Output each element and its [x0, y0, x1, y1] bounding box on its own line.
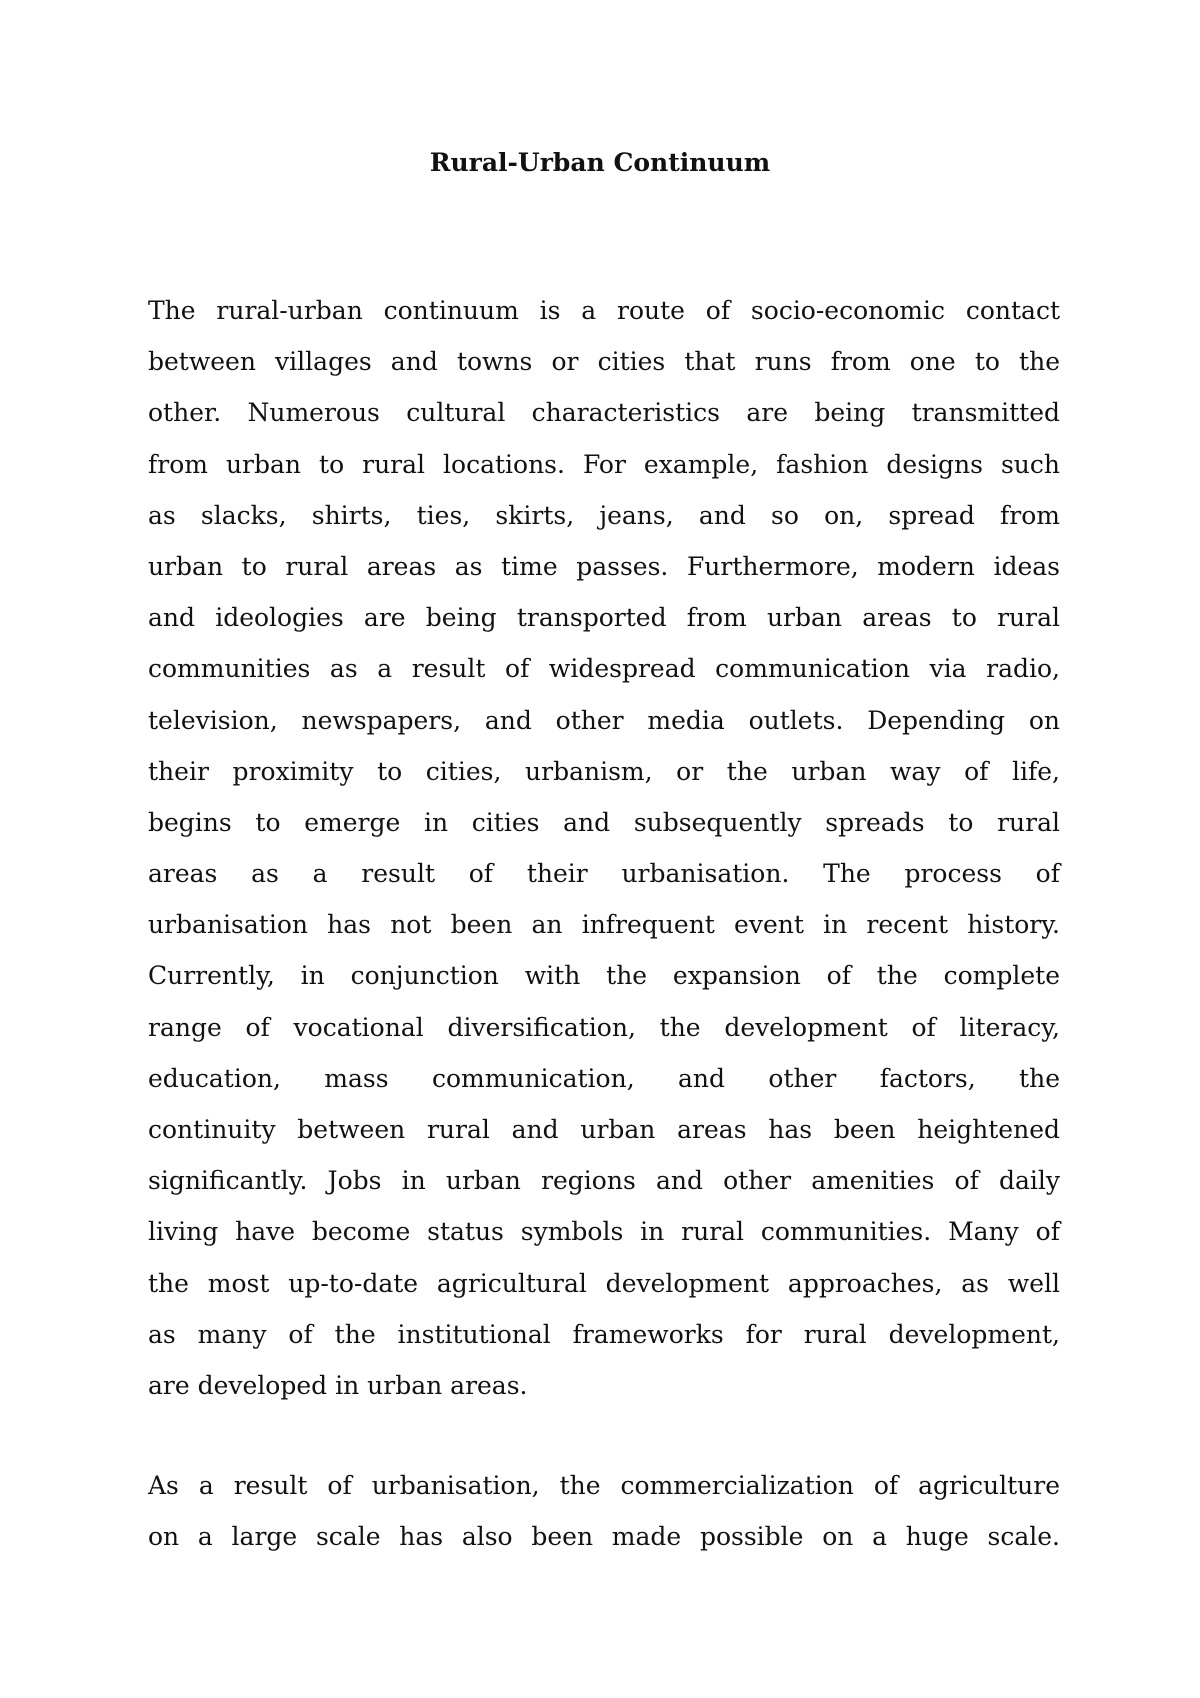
text-line: living have become status symbols in rural communities. Many of — [148, 1217, 1060, 1247]
text-line: and ideologies are being transported from urban areas to rural — [148, 603, 1060, 633]
text-line: from urban to rural locations. For example, fashion designs such — [148, 449, 1060, 479]
text-line: education, mass communication, and other factors, the — [148, 1063, 1060, 1093]
text-line: urbanisation has not been an infrequent event in recent history. — [148, 910, 1060, 940]
text-line: begins to emerge in cities and subsequently spreads to rural — [148, 807, 1060, 837]
text-line: range of vocational diversification, the development of literacy, — [148, 1012, 1060, 1042]
text-line: on a large scale has also been made possible on a huge scale. — [148, 1522, 1060, 1552]
document-title: Rural-Urban Continuum — [429, 148, 771, 177]
text-line: the most up-to-date agricultural development approaches, as well — [148, 1268, 1060, 1298]
text-line: areas as a result of their urbanisation. The process of — [148, 859, 1060, 889]
text-line: continuity between rural and urban areas has been heightened — [148, 1115, 1060, 1144]
text-line: are developed in urban areas. — [148, 1370, 528, 1400]
text-line: The rural-urban continuum is a route of socio-economic contact — [148, 296, 1060, 325]
text-line: television, newspapers, and other media outlets. Depending on — [148, 705, 1060, 735]
text-line: as slacks, shirts, ties, skirts, jeans, and so on, spread from — [148, 500, 1060, 530]
text-line: Currently, in conjunction with the expansion of the complete — [148, 961, 1060, 991]
text-line: as many of the institutional frameworks for rural development, — [148, 1319, 1060, 1349]
text-line: urban to rural areas as time passes. Furthermore, modern ideas — [148, 551, 1060, 581]
text-line: other. Numerous cultural characteristics are being transmitted — [148, 398, 1060, 428]
paragraph-1 — [148, 285, 1060, 1411]
paragraph-2 — [148, 1460, 1060, 1562]
text-line: significantly. Jobs in urban regions and other amenities of daily — [148, 1166, 1060, 1196]
text-line: As a result of urbanisation, the commercialization of agriculture — [148, 1471, 1060, 1500]
text-line: between villages and towns or cities that runs from one to the — [148, 347, 1060, 377]
text-line: their proximity to cities, urbanism, or the urban way of life, — [148, 756, 1060, 786]
text-line: communities as a result of widespread communication via radio, — [148, 654, 1060, 684]
